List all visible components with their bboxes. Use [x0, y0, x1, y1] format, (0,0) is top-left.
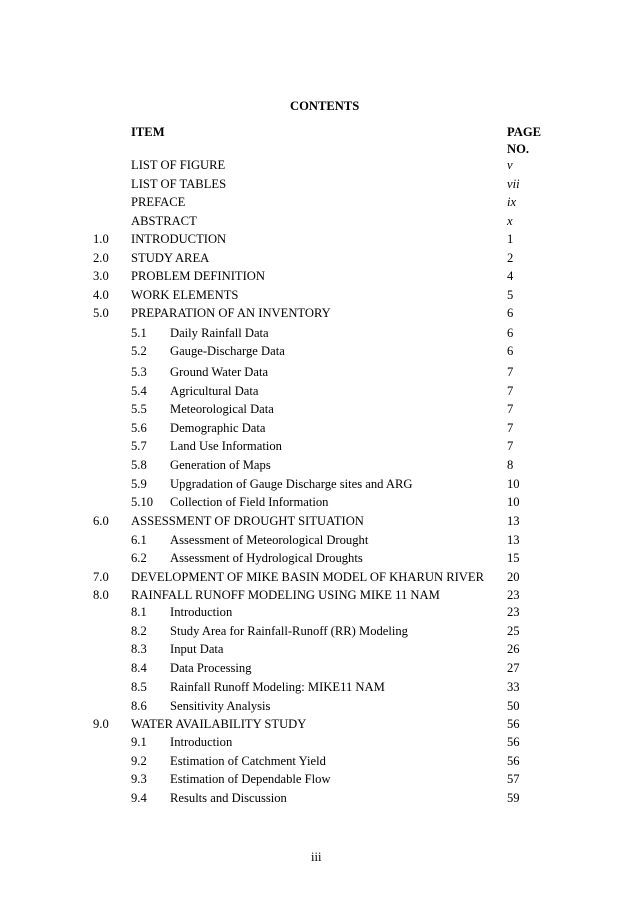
toc-section-title: ASSESSMENT OF DROUGHT SITUATION [131, 514, 364, 528]
toc-subsection-number: 8.6 [131, 699, 147, 713]
toc-section-title: STUDY AREA [131, 251, 210, 265]
toc-page-number: 59 [507, 791, 520, 805]
toc-section-title: ABSTRACT [131, 214, 197, 228]
toc-page-number: 57 [507, 772, 520, 786]
toc-subsection-title: Introduction [170, 735, 233, 749]
toc-page-number: 4 [507, 269, 514, 283]
toc-subsection-title: Ground Water Data [170, 365, 269, 379]
toc-subsection-number: 8.5 [131, 680, 147, 694]
toc-subsection-number: 8.2 [131, 624, 147, 638]
toc-subsection-title: Agricultural Data [170, 384, 259, 398]
toc-subsection-title: Estimation of Catchment Yield [170, 754, 326, 768]
toc-page-number: 33 [507, 680, 520, 694]
toc-section-title: RAINFALL RUNOFF MODELING USING MIKE 11 NAM [131, 588, 440, 602]
toc-page-number: 23 [507, 605, 520, 619]
toc-section-title: PREFACE [131, 195, 186, 209]
toc-subsection-title: Upgradation of Gauge Discharge sites and ARG [170, 477, 413, 491]
toc-section-number: 6.0 [93, 514, 109, 528]
toc-page-number: 56 [507, 735, 520, 749]
toc-subsection-title: Estimation of Dependable Flow [170, 772, 331, 786]
toc-page-number: 26 [507, 642, 520, 656]
toc-page-number: 5 [507, 288, 514, 302]
toc-page-number: 23 [507, 588, 520, 602]
toc-page-number: x [507, 214, 513, 228]
toc-subsection-number: 5.6 [131, 421, 147, 435]
toc-section-number: 3.0 [93, 269, 109, 283]
toc-section-title: INTRODUCTION [131, 232, 227, 246]
toc-subsection-number: 8.3 [131, 642, 147, 656]
toc-section-number: 9.0 [93, 717, 109, 731]
toc-page-number: 7 [507, 439, 514, 453]
page-column-header-line2: NO. [507, 142, 530, 156]
toc-subsection-title: Land Use Information [170, 439, 282, 453]
toc-subsection-title: Assessment of Meteorological Drought [170, 533, 369, 547]
toc-subsection-title: Introduction [170, 605, 233, 619]
page-number-footer: iii [311, 850, 322, 864]
page-title: CONTENTS [290, 99, 360, 113]
toc-subsection-number: 8.1 [131, 605, 147, 619]
toc-section-title: LIST OF FIGURE [131, 158, 226, 172]
toc-page-number: 2 [507, 251, 514, 265]
toc-subsection-number: 5.1 [131, 326, 147, 340]
toc-subsection-title: Meteorological Data [170, 402, 274, 416]
toc-subsection-number: 5.4 [131, 384, 147, 398]
toc-page-number: 6 [507, 344, 514, 358]
toc-page-number: vii [507, 177, 520, 191]
toc-subsection-title: Demographic Data [170, 421, 266, 435]
toc-section-number: 7.0 [93, 570, 109, 584]
toc-subsection-number: 9.4 [131, 791, 147, 805]
toc-page-number: 13 [507, 533, 520, 547]
toc-page-number: 56 [507, 754, 520, 768]
toc-section-title: WATER AVAILABILITY STUDY [131, 717, 307, 731]
toc-page-number: 15 [507, 551, 520, 565]
toc-subsection-title: Input Data [170, 642, 224, 656]
toc-section-title: PROBLEM DEFINITION [131, 269, 265, 283]
toc-section-title: LIST OF TABLES [131, 177, 227, 191]
toc-subsection-number: 5.7 [131, 439, 147, 453]
toc-page-number: 8 [507, 458, 514, 472]
toc-subsection-number: 5.2 [131, 344, 147, 358]
toc-subsection-number: 9.2 [131, 754, 147, 768]
toc-section-number: 8.0 [93, 588, 109, 602]
toc-subsection-number: 5.8 [131, 458, 147, 472]
toc-page-number: 10 [507, 477, 520, 491]
toc-subsection-number: 5.10 [131, 495, 154, 509]
item-column-header: ITEM [131, 125, 165, 139]
toc-page-number: 56 [507, 717, 520, 731]
toc-subsection-title: Assessment of Hydrological Droughts [170, 551, 363, 565]
toc-section-number: 4.0 [93, 288, 109, 302]
toc-section-number: 1.0 [93, 232, 109, 246]
toc-page-number: 13 [507, 514, 520, 528]
toc-subsection-title: Rainfall Runoff Modeling: MIKE11 NAM [170, 680, 385, 694]
toc-section-title: PREPARATION OF AN INVENTORY [131, 306, 331, 320]
toc-subsection-number: 9.1 [131, 735, 147, 749]
toc-subsection-title: Results and Discussion [170, 791, 287, 805]
toc-page-number: 7 [507, 365, 514, 379]
toc-subsection-title: Sensitivity Analysis [170, 699, 271, 713]
toc-page-number: 27 [507, 661, 520, 675]
toc-page-number: 7 [507, 384, 514, 398]
toc-page-number: 20 [507, 570, 520, 584]
toc-subsection-number: 5.9 [131, 477, 147, 491]
toc-subsection-number: 6.1 [131, 533, 147, 547]
toc-subsection-title: Collection of Field Information [170, 495, 329, 509]
toc-subsection-number: 5.3 [131, 365, 147, 379]
page-column-header-line1: PAGE [507, 125, 542, 139]
toc-page-number: v [507, 158, 513, 172]
toc-section-number: 2.0 [93, 251, 109, 265]
toc-subsection-title: Daily Rainfall Data [170, 326, 269, 340]
toc-section-number: 5.0 [93, 306, 109, 320]
toc-subsection-number: 6.2 [131, 551, 147, 565]
toc-page-number: 10 [507, 495, 520, 509]
toc-page-number: 25 [507, 624, 520, 638]
toc-section-title: DEVELOPMENT OF MIKE BASIN MODEL OF KHARUN RIVER [131, 570, 484, 584]
toc-page-number: 50 [507, 699, 520, 713]
toc-subsection-title: Data Processing [170, 661, 252, 675]
toc-page-number: ix [507, 195, 517, 209]
toc-subsection-number: 5.5 [131, 402, 147, 416]
toc-page-number: 1 [507, 232, 514, 246]
toc-page-number: 7 [507, 402, 514, 416]
toc-subsection-title: Study Area for Rainfall-Runoff (RR) Modeling [170, 624, 408, 638]
toc-subsection-title: Gauge-Discharge Data [170, 344, 285, 358]
toc-section-title: WORK ELEMENTS [131, 288, 239, 302]
toc-page-number: 6 [507, 326, 514, 340]
toc-subsection-number: 8.4 [131, 661, 147, 675]
toc-subsection-number: 9.3 [131, 772, 147, 786]
toc-page-number: 7 [507, 421, 514, 435]
toc-subsection-title: Generation of Maps [170, 458, 271, 472]
toc-page-number: 6 [507, 306, 514, 320]
